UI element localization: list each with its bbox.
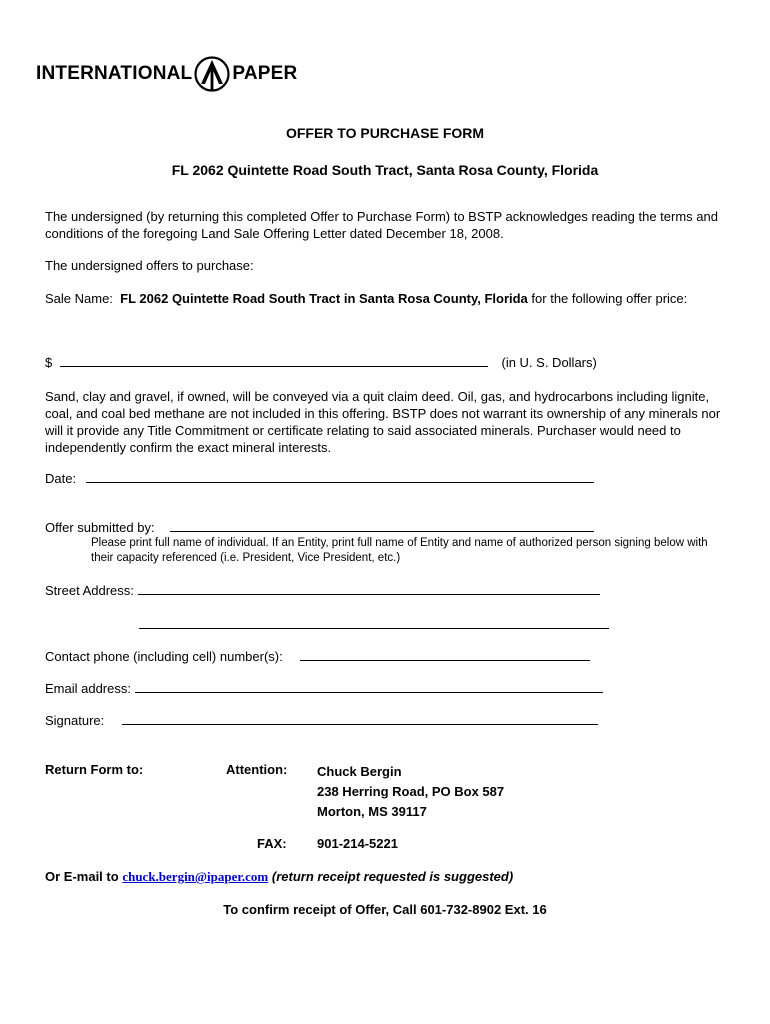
return-form-label: Return Form to: — [45, 762, 144, 777]
contact-name: Chuck Bergin — [317, 764, 402, 779]
confirm-receipt-line: To confirm receipt of Offer, Call 601-732-8902 Ext. 16 — [223, 902, 547, 917]
price-unit: (in U. S. Dollars) — [501, 355, 597, 370]
fax-number: 901-214-5221 — [317, 836, 398, 851]
form-subtitle: FL 2062 Quintette Road South Tract, Santa Rosa County, Florida — [171, 162, 599, 178]
offer-submitted-row — [45, 519, 594, 535]
date-input-line[interactable] — [86, 470, 594, 483]
sale-name-suffix: for the following offer price: — [531, 291, 688, 306]
form-title: OFFER TO PURCHASE FORM — [285, 125, 485, 141]
date-label: Date: — [45, 471, 77, 486]
date-row — [45, 470, 594, 486]
offer-submitted-note: Please print full name of individual. If an Entity, print full name of Entity and name of authorized person signing below with their capacity referenced (i.e. President, Vice President, etc.) — [91, 537, 708, 564]
street-address-input-line-2[interactable] — [139, 616, 609, 629]
price-symbol: $ — [45, 355, 53, 370]
signature-input-line[interactable] — [122, 712, 598, 725]
offer-submitted-label: Offer submitted by: — [45, 520, 155, 535]
email-link[interactable]: chuck.bergin@ipaper.com — [122, 869, 269, 884]
email-row — [45, 680, 603, 696]
address-line-2: Morton, MS 39117 — [317, 804, 427, 819]
contact-phone-label: Contact phone (including cell) number(s): — [45, 649, 283, 664]
sale-name-label: Sale Name: — [45, 291, 113, 306]
street-address-line-2 — [139, 616, 609, 632]
email-label: Email address: — [45, 681, 131, 696]
contact-phone-input-line[interactable] — [300, 648, 590, 661]
address-line-1: 238 Herring Road, PO Box 587 — [317, 784, 505, 799]
street-address-label: Street Address: — [45, 583, 134, 598]
street-address-row — [45, 582, 600, 598]
offers-line: The undersigned offers to purchase: — [45, 258, 254, 273]
email-instruction — [45, 869, 513, 885]
signature-label: Signature: — [45, 713, 105, 728]
fax-label: FAX: — [257, 836, 287, 851]
logo-word-left: INTERNATIONAL — [36, 63, 193, 84]
return-address-block — [317, 762, 504, 822]
street-address-input-line[interactable] — [138, 582, 600, 595]
sale-name-value: FL 2062 Quintette Road South Tract in Santa Rosa County, Florida — [120, 291, 528, 306]
intro-paragraph: The undersigned (by returning this completed Offer to Purchase Form) to BSTP acknowledges reading the terms and conditions of the foregoing Land Sale Offering Letter dated December 18, 2008. — [45, 209, 718, 241]
sale-name-paragraph — [45, 290, 725, 307]
company-logo — [36, 54, 297, 94]
international-paper-logo-icon — [194, 56, 230, 92]
email-suffix: (return receipt requested is suggested) — [271, 869, 514, 884]
minerals-paragraph: Sand, clay and gravel, if owned, will be conveyed via a quit claim deed. Oil, gas, and hydrocarbons including lignite, coal, and coal bed methane are not included in this offering. BSTP does not warrant its ownership of any minerals nor will it provide any Title Commitment or certificate relating to said associated minerals. Purchaser would need to independently confirm the exact mineral interests. — [45, 389, 721, 455]
price-input-line[interactable] — [60, 354, 488, 367]
signature-row — [45, 712, 598, 728]
contact-phone-row — [45, 648, 590, 664]
price-row — [45, 354, 735, 370]
logo-word-right: PAPER — [232, 63, 298, 84]
attention-label: Attention: — [226, 762, 288, 777]
offer-submitted-input-line[interactable] — [170, 519, 594, 532]
email-prefix: Or E-mail to — [45, 869, 119, 884]
email-input-line[interactable] — [135, 680, 603, 693]
